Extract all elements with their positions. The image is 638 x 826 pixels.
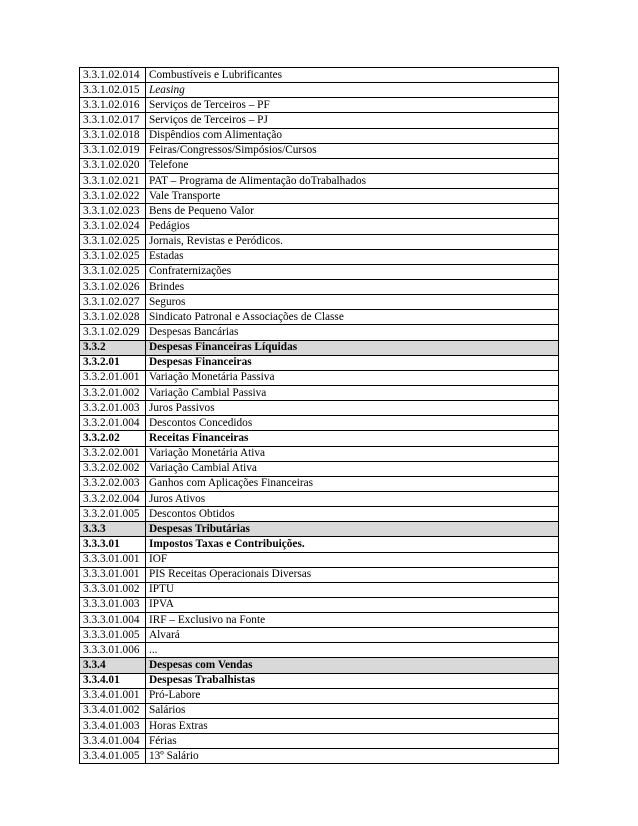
account-code: 3.3.1.02.021	[80, 173, 146, 188]
account-code: 3.3.1.02.016	[80, 98, 146, 113]
account-row	[80, 83, 559, 98]
account-code: 3.3.2.01.004	[80, 416, 146, 431]
account-description: Brindes	[146, 279, 559, 294]
account-description: IPTU	[146, 582, 559, 597]
account-row	[80, 189, 559, 204]
account-code: 3.3.2.02	[80, 431, 146, 446]
account-code: 3.3.1.02.028	[80, 310, 146, 325]
account-code: 3.3.2.01	[80, 355, 146, 370]
account-code: 3.3.1.02.014	[80, 68, 146, 83]
account-description: ...	[146, 643, 559, 658]
account-code: 3.3.1.02.029	[80, 325, 146, 340]
account-code: 3.3.1.02.025	[80, 234, 146, 249]
account-description: Leasing	[146, 83, 559, 98]
account-row	[80, 567, 559, 582]
account-description: Pró-Labore	[146, 688, 559, 703]
account-row	[80, 749, 559, 764]
account-code: 3.3.2	[80, 340, 146, 355]
group-header-row	[80, 658, 559, 673]
account-code: 3.3.1.02.019	[80, 143, 146, 158]
account-row	[80, 264, 559, 279]
account-description: Horas Extras	[146, 719, 559, 734]
account-code: 3.3.3.01.003	[80, 597, 146, 612]
account-code: 3.3.2.01.003	[80, 401, 146, 416]
account-code: 3.3.1.02.020	[80, 158, 146, 173]
account-code: 3.3.2.02.003	[80, 476, 146, 491]
account-description: Descontos Concedidos	[146, 416, 559, 431]
account-code: 3.3.2.01.001	[80, 370, 146, 385]
account-row	[80, 582, 559, 597]
account-description: Variação Cambial Passiva	[146, 385, 559, 400]
account-code: 3.3.2.02.001	[80, 446, 146, 461]
subgroup-row	[80, 673, 559, 688]
account-code: 3.3.2.01.005	[80, 507, 146, 522]
account-description: Serviços de Terceiros – PJ	[146, 113, 559, 128]
account-row	[80, 461, 559, 476]
account-code: 3.3.3.01.004	[80, 613, 146, 628]
account-description: Despesas Trabalhistas	[146, 673, 559, 688]
account-code: 3.3.4.01.005	[80, 749, 146, 764]
account-description: PAT – Programa de Alimentação doTrabalhados	[146, 173, 559, 188]
account-code: 3.3.4.01.004	[80, 734, 146, 749]
account-row	[80, 734, 559, 749]
account-code: 3.3.2.02.004	[80, 491, 146, 506]
account-code: 3.3.4.01.001	[80, 688, 146, 703]
account-code: 3.3.1.02.017	[80, 113, 146, 128]
account-row	[80, 703, 559, 718]
account-row	[80, 401, 559, 416]
account-description: Férias	[146, 734, 559, 749]
account-row	[80, 476, 559, 491]
account-code: 3.3.1.02.023	[80, 204, 146, 219]
account-description: Salários	[146, 703, 559, 718]
account-description: Juros Passivos	[146, 401, 559, 416]
account-code: 3.3.3.01.005	[80, 628, 146, 643]
account-description: 13º Salário	[146, 749, 559, 764]
account-description: Feiras/Congressos/Simpósios/Cursos	[146, 143, 559, 158]
account-description: Descontos Obtidos	[146, 507, 559, 522]
account-description: Estadas	[146, 249, 559, 264]
account-row	[80, 143, 559, 158]
account-row	[80, 219, 559, 234]
account-description: Seguros	[146, 295, 559, 310]
account-row	[80, 128, 559, 143]
account-row	[80, 643, 559, 658]
account-row	[80, 688, 559, 703]
account-code: 3.3.4	[80, 658, 146, 673]
subgroup-row	[80, 355, 559, 370]
account-description: IPVA	[146, 597, 559, 612]
group-header-row	[80, 340, 559, 355]
account-code: 3.3.3.01.002	[80, 582, 146, 597]
account-description: IRF – Exclusivo na Fonte	[146, 613, 559, 628]
account-description: Despesas Tributárias	[146, 522, 559, 537]
account-row	[80, 719, 559, 734]
account-row	[80, 613, 559, 628]
subgroup-row	[80, 431, 559, 446]
account-row	[80, 325, 559, 340]
account-description: Combustíveis e Lubrificantes	[146, 68, 559, 83]
account-description: Vale Transporte	[146, 189, 559, 204]
account-code: 3.3.1.02.015	[80, 83, 146, 98]
account-description: Variação Monetária Passiva	[146, 370, 559, 385]
subgroup-row	[80, 537, 559, 552]
account-row	[80, 491, 559, 506]
account-description: Bens de Pequeno Valor	[146, 204, 559, 219]
account-row	[80, 279, 559, 294]
account-row	[80, 446, 559, 461]
account-row	[80, 173, 559, 188]
account-description: Confraternizações	[146, 264, 559, 279]
account-row	[80, 507, 559, 522]
account-code: 3.3.1.02.025	[80, 249, 146, 264]
account-row	[80, 628, 559, 643]
account-row	[80, 552, 559, 567]
account-description: Sindicato Patronal e Associações de Classe	[146, 310, 559, 325]
account-description: Dispêndios com Alimentação	[146, 128, 559, 143]
account-row	[80, 385, 559, 400]
account-description: PIS Receitas Operacionais Diversas	[146, 567, 559, 582]
account-description: Juros Ativos	[146, 491, 559, 506]
account-row	[80, 234, 559, 249]
account-description: Ganhos com Aplicações Financeiras	[146, 476, 559, 491]
account-code: 3.3.3.01.001	[80, 552, 146, 567]
account-code: 3.3.3.01.006	[80, 643, 146, 658]
account-code: 3.3.2.01.002	[80, 385, 146, 400]
account-row	[80, 158, 559, 173]
account-row	[80, 204, 559, 219]
account-code: 3.3.3.01	[80, 537, 146, 552]
account-code: 3.3.3.01.001	[80, 567, 146, 582]
account-description: Despesas com Vendas	[146, 658, 559, 673]
account-row	[80, 249, 559, 264]
account-row	[80, 416, 559, 431]
account-description: Variação Monetária Ativa	[146, 446, 559, 461]
account-row	[80, 310, 559, 325]
account-description: Jornais, Revistas e Peródicos.	[146, 234, 559, 249]
account-description: Pedágios	[146, 219, 559, 234]
account-row	[80, 68, 559, 83]
group-header-row	[80, 522, 559, 537]
account-description: Receitas Financeiras	[146, 431, 559, 446]
account-code: 3.3.1.02.022	[80, 189, 146, 204]
account-description: Alvará	[146, 628, 559, 643]
account-code: 3.3.1.02.027	[80, 295, 146, 310]
account-code: 3.3.4.01.003	[80, 719, 146, 734]
account-description: Impostos Taxas e Contribuições.	[146, 537, 559, 552]
account-description: Variação Cambial Ativa	[146, 461, 559, 476]
account-code: 3.3.1.02.024	[80, 219, 146, 234]
account-description: Despesas Financeiras Líquidas	[146, 340, 559, 355]
account-description: Telefone	[146, 158, 559, 173]
chart-of-accounts-table	[79, 67, 559, 764]
account-code: 3.3.3	[80, 522, 146, 537]
account-description: Despesas Financeiras	[146, 355, 559, 370]
account-code: 3.3.4.01.002	[80, 703, 146, 718]
account-code: 3.3.1.02.026	[80, 279, 146, 294]
account-code: 3.3.1.02.018	[80, 128, 146, 143]
account-code: 3.3.1.02.025	[80, 264, 146, 279]
account-code: 3.3.4.01	[80, 673, 146, 688]
account-description: Serviços de Terceiros – PF	[146, 98, 559, 113]
account-row	[80, 597, 559, 612]
account-row	[80, 370, 559, 385]
account-code: 3.3.2.02.002	[80, 461, 146, 476]
account-description: Despesas Bancárias	[146, 325, 559, 340]
account-row	[80, 98, 559, 113]
account-row	[80, 295, 559, 310]
account-row	[80, 113, 559, 128]
chart-of-accounts-body	[80, 68, 559, 764]
account-description: IOF	[146, 552, 559, 567]
